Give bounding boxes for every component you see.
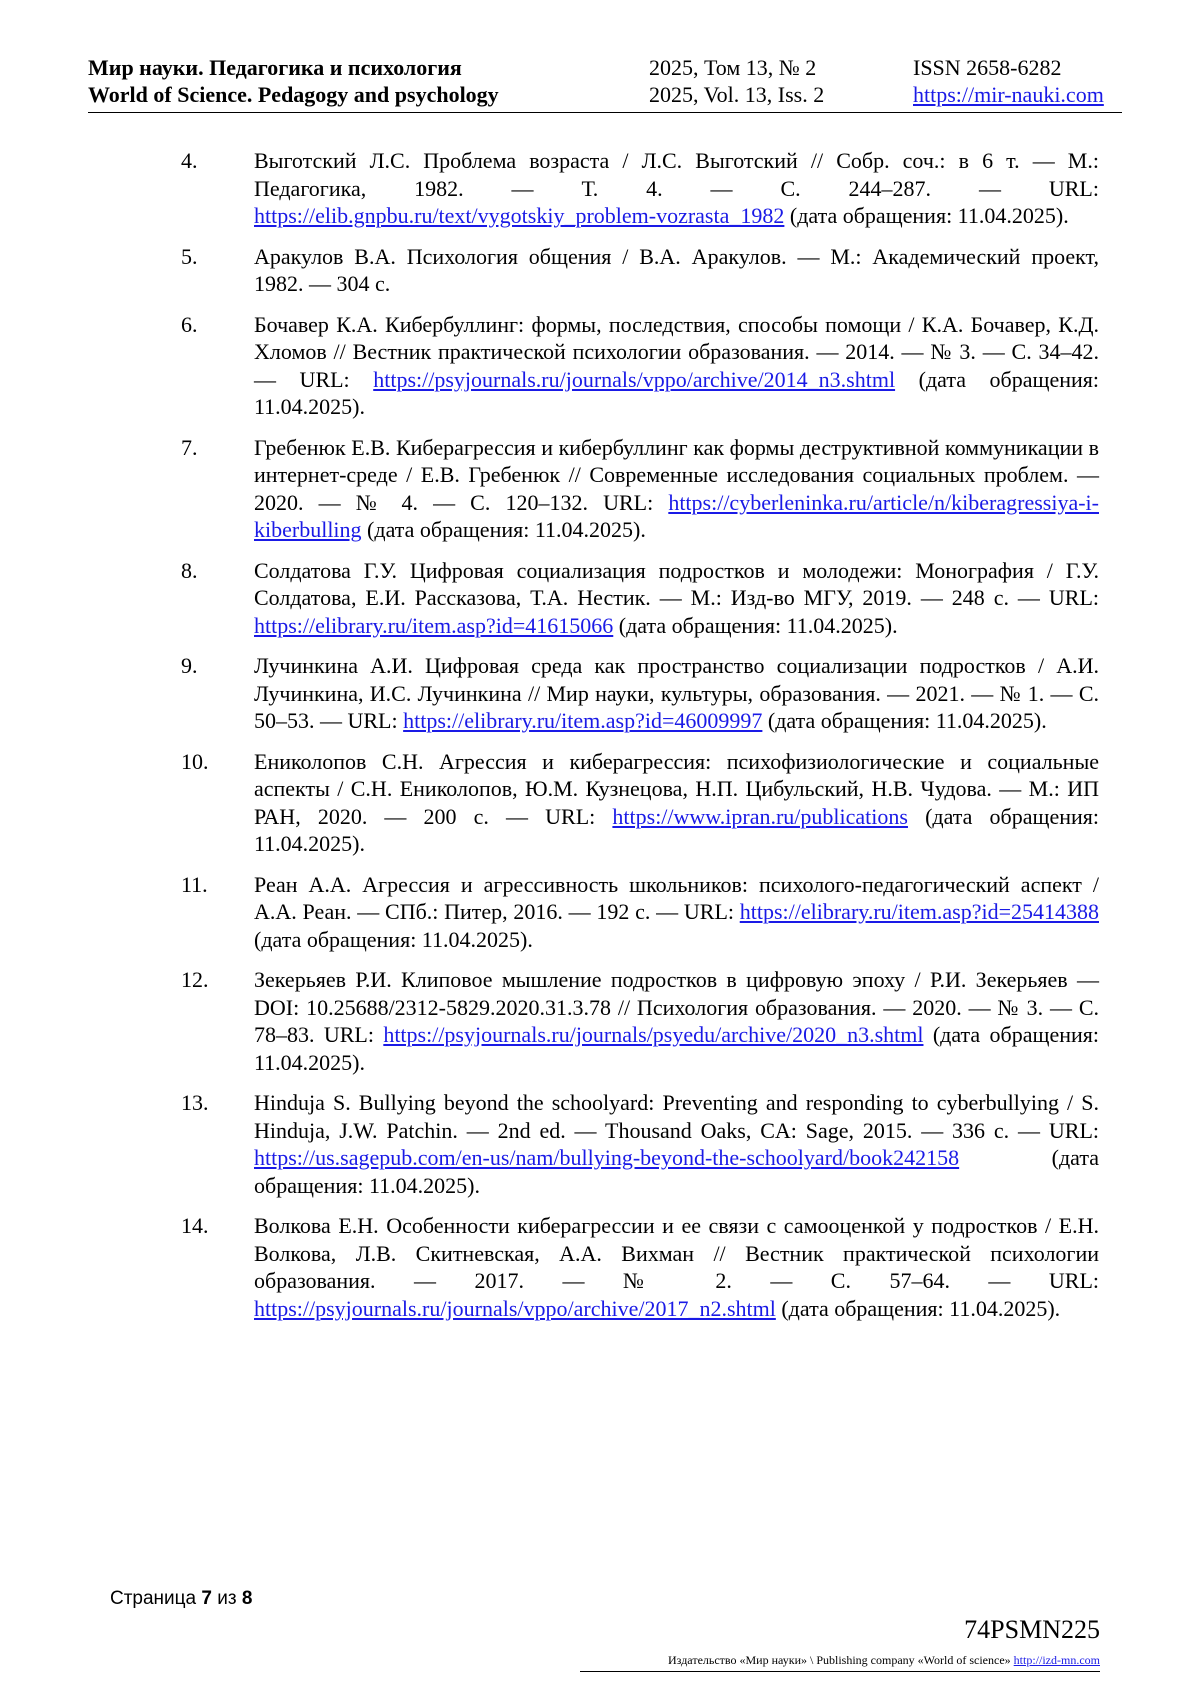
reference-text: Солдатова Г.У. Цифровая социализация подростков и молодежи: Монография / Г.У. Солдатова, Е.И. Рассказова, Т.А. Нестик. — М.: Изд-во МГУ, 2019. — 248 с. — URL: <box>254 557 1099 610</box>
reference-text: Ениколопов С.Н. Агрессия и киберагрессия: психофизиологические и социальные аспекты / С.Н. Ениколопов, Ю.М. Кузнецова, Н.П. Цибульский, Н.В. Чудова. — М.: ИП РАН, 2020. — 200 с. — URL: <box>254 748 1099 829</box>
reference-access-date: (дата обращения: 11.04.2025). <box>775 1295 1061 1321</box>
reference-number: 9. <box>181 653 198 678</box>
reference-access-date: (дата обращения: 11.04.2025). <box>361 517 646 542</box>
reference-number: 6. <box>181 311 198 337</box>
reference-item <box>181 1089 1099 1199</box>
reference-number: 5. <box>181 243 198 269</box>
page-prefix: Страница <box>110 1588 202 1609</box>
issue-ru: 2025, Том 13, № 2 <box>649 55 817 80</box>
reference-access-date: (дата обращения: 11.04.2025). <box>762 708 1047 733</box>
journal-title-ru: Мир науки. Педагогика и психология <box>88 55 462 80</box>
journal-header <box>88 54 1122 113</box>
reference-text: Бочавер К.А. Кибербуллинг: формы, последствия, способы помощи / К.А. Бочавер, К.Д. Хломов // Вестник практической психологии образования. — 2014. — № 3. — С. 34–42. — URL: <box>254 311 1099 392</box>
reference-text: Волкова Е.Н. Особенности киберагрессии и ее связи с самооценкой у подростков / Е.Н. Волкова, Л.В. Скитневская, А.А. Вихман // Вестник практической психологии образования. — 2017. — № 2. — С. 57–64. — URL: <box>254 1213 1099 1293</box>
issue-info <box>649 54 824 108</box>
publisher-text: Издательство «Мир науки» \ Publishing company «World of science» <box>668 1653 1014 1667</box>
reference-text: Hinduja S. Bullying beyond the schoolyard: Preventing and responding to cyberbullying / S. Hinduja, J.W. Patchin. — 2nd ed. — Thousand Oaks, CA: Sage, 2015. — 336 с. — URL: <box>254 1090 1099 1143</box>
footer-divider <box>580 1671 1100 1672</box>
reference-number: 13. <box>181 1090 209 1115</box>
reference-access-date: (дата обращения: 11.04.2025). <box>784 203 1069 228</box>
reference-text: Реан А.А. Агрессия и агрессивность школьников: психолого-педагогический аспект / А.А. Реан. — СПб.: Питер, 2016. — 192 с. — URL: <box>254 871 1099 924</box>
issn: ISSN 2658-6282 <box>913 55 1062 80</box>
reference-item <box>181 652 1099 735</box>
reference-item <box>181 434 1099 544</box>
reference-number: 10. <box>181 748 209 774</box>
reference-link[interactable]: https://elib.gnpbu.ru/text/vygotskiy_problem-vozrasta_1982 <box>254 203 785 228</box>
reference-access-date: (дата обращения: 11.04.2025). <box>254 926 533 952</box>
journal-site-link[interactable]: https://mir-nauki.com <box>913 82 1104 107</box>
reference-link[interactable]: https://psyjournals.ru/journals/vppo/archive/2014_n3.shtml <box>373 366 896 392</box>
reference-number: 7. <box>181 434 198 460</box>
reference-access-date: (дата обращения: 11.04.2025). <box>254 1145 1099 1198</box>
reference-text: Аракулов В.А. Психология общения / В.А. Аракулов. — М.: Академический проект, 1982. — 304 с. <box>254 243 1099 296</box>
reference-number: 12. <box>181 967 209 992</box>
publisher-link[interactable]: http://izd-mn.com <box>1013 1653 1100 1667</box>
publisher-line <box>668 1653 1100 1668</box>
reference-access-date: (дата обращения: 11.04.2025). <box>613 612 898 638</box>
reference-item <box>181 966 1099 1076</box>
page-mid: из <box>211 1588 242 1609</box>
reference-item <box>181 871 1099 954</box>
reference-link[interactable]: https://elibrary.ru/item.asp?id=46009997 <box>403 708 763 733</box>
reference-access-date: (дата обращения: 11.04.2025). <box>254 803 1099 856</box>
reference-item <box>181 147 1099 230</box>
reference-number: 8. <box>181 557 198 583</box>
reference-number: 11. <box>181 871 208 897</box>
reference-link[interactable]: https://www.ipran.ru/publications <box>612 803 908 829</box>
reference-item <box>181 1212 1099 1322</box>
reference-access-date: (дата обращения: 11.04.2025). <box>254 366 1099 419</box>
reference-list <box>181 147 1099 1335</box>
issn-block <box>913 54 1104 108</box>
reference-link[interactable]: https://us.sagepub.com/en-us/nam/bullying-beyond-the-schoolyard/book242158 <box>254 1145 960 1170</box>
reference-number: 14. <box>181 1213 209 1238</box>
page-current: 7 <box>201 1588 212 1609</box>
reference-text: Лучинкина А.И. Цифровая среда как пространство социализации подростков / А.И. Лучинкина, И.С. Лучинкина // Мир науки, культуры, образования. — 2021. — № 1. — С. 50–53. — URL: <box>254 653 1099 733</box>
reference-link[interactable]: https://psyjournals.ru/journals/vppo/archive/2017_n2.shtml <box>254 1295 776 1321</box>
issue-en: 2025, Vol. 13, Iss. 2 <box>649 82 825 107</box>
reference-text: Зекерьяев Р.И. Клиповое мышление подростков в цифровую эпоху / Р.И. Зекерьяев — DOI: 10.25688/2312-5829.2020.31.3.78 // Психология образования. — 2020. — № 3. — С. 78–83. URL: <box>254 967 1099 1047</box>
reference-link[interactable]: https://psyjournals.ru/journals/psyedu/archive/2020_n3.shtml <box>383 1022 924 1047</box>
journal-title <box>88 54 499 108</box>
page-number <box>110 1588 252 1610</box>
reference-text: Гребенюк Е.В. Киберагрессия и кибербуллинг как формы деструктивной коммуникации в интернет-среде / Е.В. Гребенюк // Современные исследования социальных проблем. — 2020. — № 4. — С. 120–132. URL: <box>254 434 1099 515</box>
reference-link[interactable]: https://elibrary.ru/item.asp?id=25414388 <box>739 899 1099 924</box>
reference-access-date: (дата обращения: 11.04.2025). <box>254 1022 1099 1075</box>
reference-text: Выготский Л.С. Проблема возраста / Л.С. Выготский // Собр. соч.: в 6 т. — М.: Педагогика, 1982. — Т. 4. — С. 244–287. — URL: <box>254 148 1099 201</box>
reference-item <box>181 748 1099 858</box>
reference-link[interactable]: https://cyberleninka.ru/article/n/kiberagressiya-i-kiberbulling <box>254 489 1099 542</box>
page-total: 8 <box>241 1588 253 1609</box>
journal-title-en: World of Science. Pedagogy and psychology <box>88 82 499 107</box>
reference-link[interactable]: https://elibrary.ru/item.asp?id=41615066 <box>254 612 614 638</box>
reference-item <box>181 243 1099 298</box>
reference-number: 4. <box>181 148 198 173</box>
reference-item <box>181 557 1099 640</box>
reference-item <box>181 311 1099 421</box>
article-code: 74PSMN225 <box>964 1615 1100 1644</box>
